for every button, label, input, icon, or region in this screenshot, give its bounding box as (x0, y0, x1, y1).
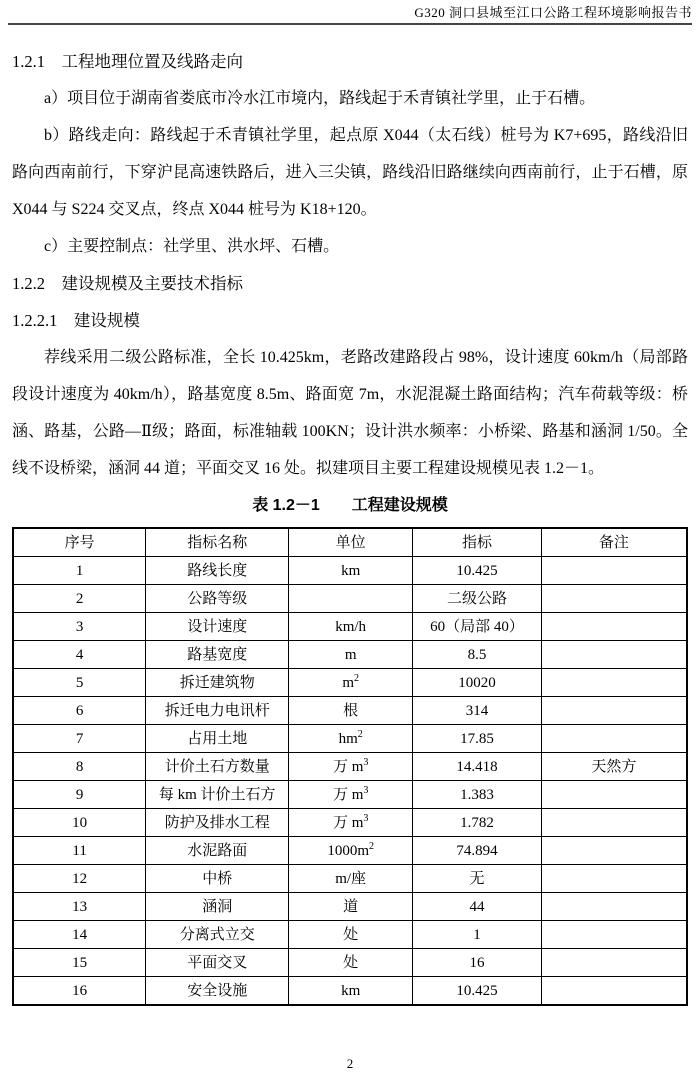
table-row (13, 949, 687, 977)
table-row (13, 977, 687, 1006)
table-row (13, 921, 687, 949)
cell-unit: 处 (289, 949, 413, 977)
cell-unit: 处 (289, 921, 413, 949)
cell-value: 14.418 (413, 753, 542, 781)
cell-no: 8 (13, 753, 146, 781)
cell-note (541, 641, 687, 669)
cell-name: 分离式立交 (146, 921, 289, 949)
cell-unit: 根 (289, 697, 413, 725)
table-header-cell: 序号 (13, 528, 146, 557)
table-row (13, 781, 687, 809)
cell-no: 10 (13, 809, 146, 837)
table-row (13, 613, 687, 641)
cell-value: 无 (413, 865, 542, 893)
cell-no: 13 (13, 893, 146, 921)
cell-note (541, 613, 687, 641)
cell-no: 11 (13, 837, 146, 865)
table-header-row (13, 528, 687, 557)
cell-name: 拆迁电力电讯杆 (146, 697, 289, 725)
cell-unit: 万 $m^3$ (289, 781, 413, 809)
cell-name: 水泥路面 (146, 837, 289, 865)
paragraph-scale: 荐线采用二级公路标准，全长 10.425km，老路改建路段占 98%，设计速度 60km/h（局部路段设计速度为 40km/h），路基宽度 8.5m、路面宽 7m，水泥混凝土路面结构；汽车荷载等级：桥涵、路基，公路—Ⅱ级；路面，标准轴载 100KN；设计洪水频率：小桥梁、路基和涵洞 1/50。全线不设桥梁，涵洞 44 道；平面交叉 16 处。拟建项目主要工程建设规模见表 1.2－1。 (12, 349, 688, 477)
table-row (13, 865, 687, 893)
heading-1-2-2: 1.2.2 建设规模及主要技术指标 (12, 274, 243, 293)
cell-name: 安全设施 (146, 977, 289, 1006)
cell-note (541, 809, 687, 837)
page-number: 2 (346, 1056, 354, 1071)
cell-value: 10.425 (413, 557, 542, 585)
table-header-cell: 单位 (289, 528, 413, 557)
table-row (13, 557, 687, 585)
cell-note (541, 921, 687, 949)
cell-unit: 道 (289, 893, 413, 921)
cell-value: 10020 (413, 669, 542, 697)
running-header (0, 0, 700, 25)
cell-name: 路基宽度 (146, 641, 289, 669)
cell-value: 1.383 (413, 781, 542, 809)
cell-name: 占用土地 (146, 725, 289, 753)
table-row (13, 809, 687, 837)
cell-unit: m (289, 641, 413, 669)
cell-note: 天然方 (541, 753, 687, 781)
cell-value: 74.894 (413, 837, 542, 865)
table-row (13, 893, 687, 921)
table-row (13, 697, 687, 725)
cell-no: 9 (13, 781, 146, 809)
page-footer (0, 1056, 700, 1072)
cell-note (541, 837, 687, 865)
paragraph-b: b）路线走向：路线起于禾青镇社学里，起点原 X044（太石线）桩号为 K7+695，路线沿旧路向西南前行，下穿沪昆高速铁路后，进入三尖镇，路线沿旧路继续向西南前行，止于石槽，原 X044 与 S224 交叉点，终点 X044 桩号为 K18+120。 (12, 127, 688, 218)
cell-value: 60（局部 40） (413, 613, 542, 641)
cell-name: 公路等级 (146, 585, 289, 613)
table-row (13, 669, 687, 697)
cell-value: 44 (413, 893, 542, 921)
construction-scale-table (12, 527, 688, 1006)
running-header-title: G320 洞口县城至江口公路工程环境影响报告书 (414, 5, 692, 20)
table-title: 表 1.2－1 工程建设规模 (252, 497, 448, 514)
cell-note (541, 865, 687, 893)
cell-no: 16 (13, 977, 146, 1006)
table-row (13, 753, 687, 781)
cell-note (541, 949, 687, 977)
table-row (13, 837, 687, 865)
table-row (13, 641, 687, 669)
cell-value: 17.85 (413, 725, 542, 753)
cell-value: 1.782 (413, 809, 542, 837)
cell-unit: $1000m^2$ (289, 837, 413, 865)
cell-name: 计价土石方数量 (146, 753, 289, 781)
cell-name: 每 km 计价土石方 (146, 781, 289, 809)
cell-no: 2 (13, 585, 146, 613)
cell-note (541, 781, 687, 809)
cell-unit: 万 $m^3$ (289, 753, 413, 781)
cell-no: 1 (13, 557, 146, 585)
cell-unit: 万 $m^3$ (289, 809, 413, 837)
paragraph-a: a）项目位于湖南省娄底市冷水江市境内，路线起于禾青镇社学里，止于石槽。 (44, 90, 596, 107)
cell-note (541, 893, 687, 921)
cell-name: 防护及排水工程 (146, 809, 289, 837)
cell-value: 10.425 (413, 977, 542, 1006)
cell-note (541, 585, 687, 613)
cell-no: 3 (13, 613, 146, 641)
cell-name: 拆迁建筑物 (146, 669, 289, 697)
cell-note (541, 977, 687, 1006)
cell-value: 16 (413, 949, 542, 977)
header-rule (8, 23, 692, 25)
cell-no: 4 (13, 641, 146, 669)
cell-name: 路线长度 (146, 557, 289, 585)
document-body (0, 33, 700, 1006)
heading-1-2-1: 1.2.1 工程地理位置及线路走向 (12, 52, 243, 71)
cell-unit: $hm^2$ (289, 725, 413, 753)
cell-unit: km (289, 977, 413, 1006)
cell-value: 二级公路 (413, 585, 542, 613)
table-row (13, 725, 687, 753)
cell-value: 1 (413, 921, 542, 949)
cell-unit: km (289, 557, 413, 585)
table-row (13, 585, 687, 613)
cell-unit (289, 585, 413, 613)
heading-1-2-2-1: 1.2.2.1 建设规模 (12, 311, 140, 330)
table-header-cell: 指标名称 (146, 528, 289, 557)
cell-value: 8.5 (413, 641, 542, 669)
cell-name: 设计速度 (146, 613, 289, 641)
cell-note (541, 725, 687, 753)
cell-no: 12 (13, 865, 146, 893)
cell-unit: km/h (289, 613, 413, 641)
cell-name: 中桥 (146, 865, 289, 893)
cell-unit: m/座 (289, 865, 413, 893)
cell-no: 14 (13, 921, 146, 949)
paragraph-c: c）主要控制点：社学里、洪水坪、石槽。 (44, 238, 340, 255)
cell-name: 涵洞 (146, 893, 289, 921)
cell-value: 314 (413, 697, 542, 725)
table-body (13, 557, 687, 1006)
cell-note (541, 697, 687, 725)
cell-name: 平面交叉 (146, 949, 289, 977)
cell-unit: $m^2$ (289, 669, 413, 697)
cell-no: 6 (13, 697, 146, 725)
table-header-cell: 指标 (413, 528, 542, 557)
cell-note (541, 557, 687, 585)
cell-no: 7 (13, 725, 146, 753)
table-header-cell: 备注 (541, 528, 687, 557)
cell-note (541, 669, 687, 697)
cell-no: 5 (13, 669, 146, 697)
cell-no: 15 (13, 949, 146, 977)
